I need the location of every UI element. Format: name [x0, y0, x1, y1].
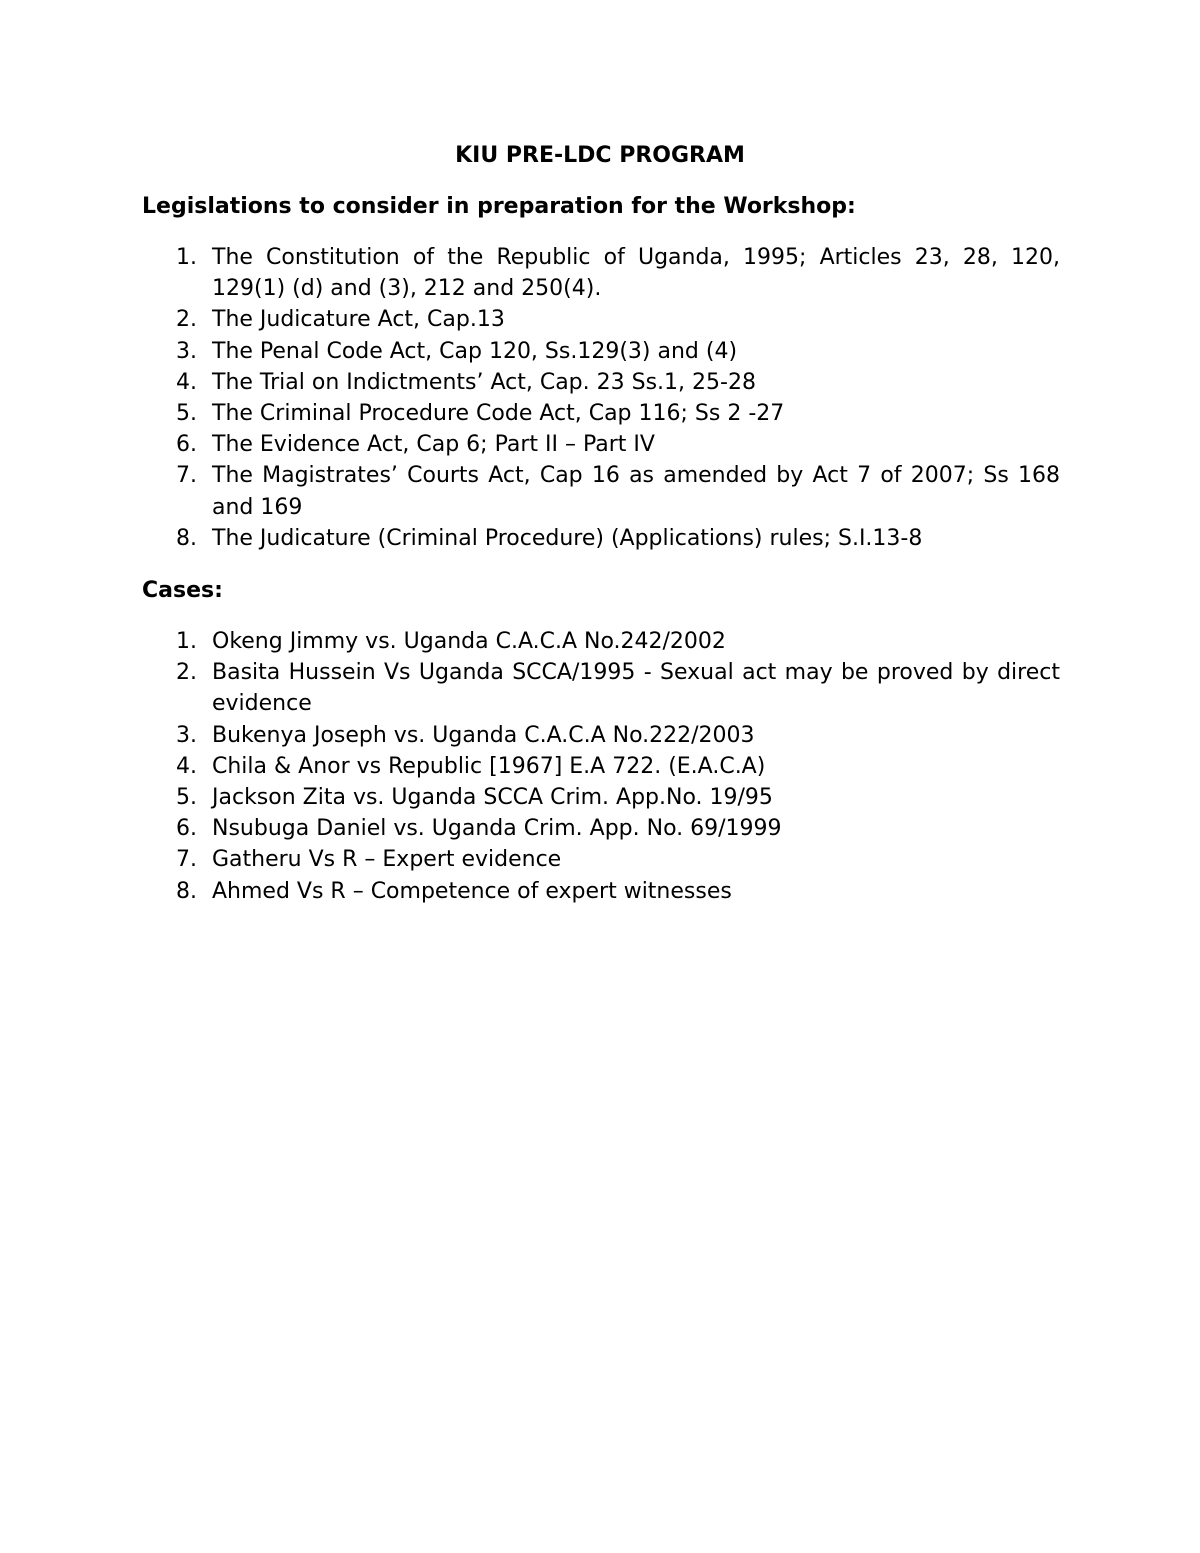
- list-number: 4.: [176, 753, 197, 779]
- list-item-text: Nsubuga Daniel vs. Uganda Crim. App. No. 69/1999: [212, 816, 782, 842]
- list-item: [142, 429, 1060, 460]
- list-item: [142, 523, 1060, 554]
- legislations-list: [142, 242, 1060, 554]
- document-title: KIU PRE-LDC PROGRAM: [455, 143, 745, 168]
- list-number: 8.: [176, 878, 197, 904]
- list-number: 8.: [176, 525, 197, 551]
- list-item: [142, 657, 1060, 719]
- list-number: 5.: [176, 785, 197, 811]
- list-item-text: The Evidence Act, Cap 6; Part II – Part IV: [212, 432, 655, 458]
- list-number: 6.: [176, 816, 197, 842]
- list-item-text: Jackson Zita vs. Uganda SCCA Crim. App.No. 19/95: [212, 785, 773, 811]
- list-item: [142, 751, 1060, 782]
- list-item-text: Okeng Jimmy vs. Uganda C.A.C.A No.242/2002: [212, 629, 726, 654]
- list-item: [142, 304, 1060, 335]
- list-number: 2.: [176, 307, 197, 333]
- cases-heading: Cases:: [142, 578, 223, 603]
- list-item-text: The Judicature Act, Cap.13: [212, 307, 505, 333]
- list-item-text: The Penal Code Act, Cap 120, Ss.129(3) and (4): [212, 338, 738, 364]
- list-item: [142, 398, 1060, 429]
- list-item: [142, 626, 1060, 657]
- list-item-text: Gatheru Vs R – Expert evidence: [212, 847, 562, 873]
- list-number: 5.: [176, 401, 197, 427]
- cases-list: [142, 626, 1060, 907]
- list-item: [142, 844, 1060, 875]
- list-number: 7.: [176, 463, 197, 489]
- list-number: 6.: [176, 432, 197, 458]
- list-item-text: Basita Hussein Vs Uganda SCCA/1995 - Sexual act may be proved by direct evidence: [212, 660, 1060, 717]
- list-item: [142, 813, 1060, 844]
- list-number: 1.: [176, 245, 197, 270]
- list-item: [142, 242, 1060, 304]
- list-item-text: Bukenya Joseph vs. Uganda C.A.C.A No.222/2003: [212, 722, 755, 748]
- list-item-text: The Trial on Indictments’ Act, Cap. 23 Ss.1, 25-28: [212, 369, 756, 395]
- list-item: [142, 720, 1060, 751]
- list-item-text: The Constitution of the Republic of Uganda, 1995; Articles 23, 28, 120, 129(1) (d) and (3), 212 and 250(4).: [212, 245, 1060, 302]
- list-item-text: The Judicature (Criminal Procedure) (Applications) rules; S.I.13-8: [212, 525, 923, 551]
- legislations-heading: Legislations to consider in preparation for the Workshop:: [142, 194, 856, 219]
- list-item: [142, 460, 1060, 522]
- list-number: 3.: [176, 338, 197, 364]
- list-item: [142, 336, 1060, 367]
- list-number: 1.: [176, 629, 197, 654]
- list-number: 3.: [176, 722, 197, 748]
- list-number: 7.: [176, 847, 197, 873]
- list-item-text: Chila & Anor vs Republic [1967] E.A 722. (E.A.C.A): [212, 753, 766, 779]
- list-number: 2.: [176, 660, 197, 686]
- list-item: [142, 367, 1060, 398]
- list-item-text: Ahmed Vs R – Competence of expert witnesses: [212, 878, 732, 904]
- list-item-text: The Magistrates’ Courts Act, Cap 16 as amended by Act 7 of 2007; Ss 168 and 169: [212, 463, 1060, 520]
- list-item-text: The Criminal Procedure Code Act, Cap 116; Ss 2 -27: [212, 401, 785, 427]
- list-item: [142, 782, 1060, 813]
- list-item: [142, 876, 1060, 907]
- list-number: 4.: [176, 369, 197, 395]
